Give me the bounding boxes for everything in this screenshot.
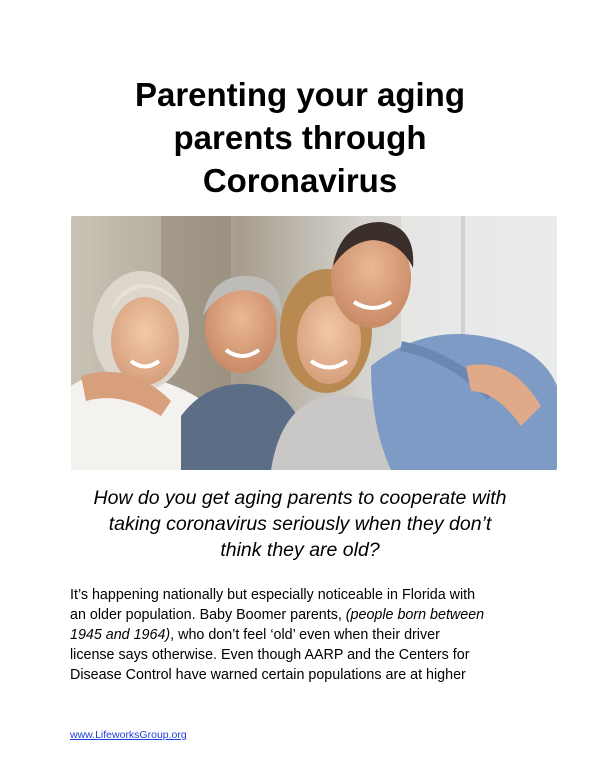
body-line-2-text: an older population. Baby Boomer parents, (70, 607, 346, 623)
body-line-5: Disease Control have warned certain populations are at higher (70, 667, 466, 683)
title-line-2: parents through (173, 119, 427, 156)
body-line-4: license says otherwise. Even though AARP and the Centers for (70, 647, 470, 663)
body-line-3-text: , who don’t feel ‘old’ even when their driver (170, 627, 440, 643)
body-line-2-italic: (people born between (345, 607, 485, 623)
title-line-1: Parenting your aging (134, 76, 466, 113)
title-line-3: Coronavirus (202, 162, 398, 199)
subtitle-question (40, 485, 560, 563)
body-line-2 (70, 605, 570, 625)
subtitle-line-2: taking coronavirus seriously when they don’t (108, 513, 492, 535)
family-photo (71, 216, 557, 470)
website-link[interactable]: www.LifeworksGroup.org (70, 729, 187, 741)
body-line-1: It’s happening nationally but especially noticeable in Florida with (70, 587, 476, 603)
page-title (60, 73, 540, 202)
body-line-3 (70, 625, 570, 645)
body-paragraph (70, 585, 570, 685)
subtitle-line-3: think they are old? (220, 539, 380, 561)
body-line-3-italic: 1945 and 1964) (70, 627, 171, 643)
subtitle-line-1: How do you get aging parents to cooperate with (93, 487, 507, 509)
